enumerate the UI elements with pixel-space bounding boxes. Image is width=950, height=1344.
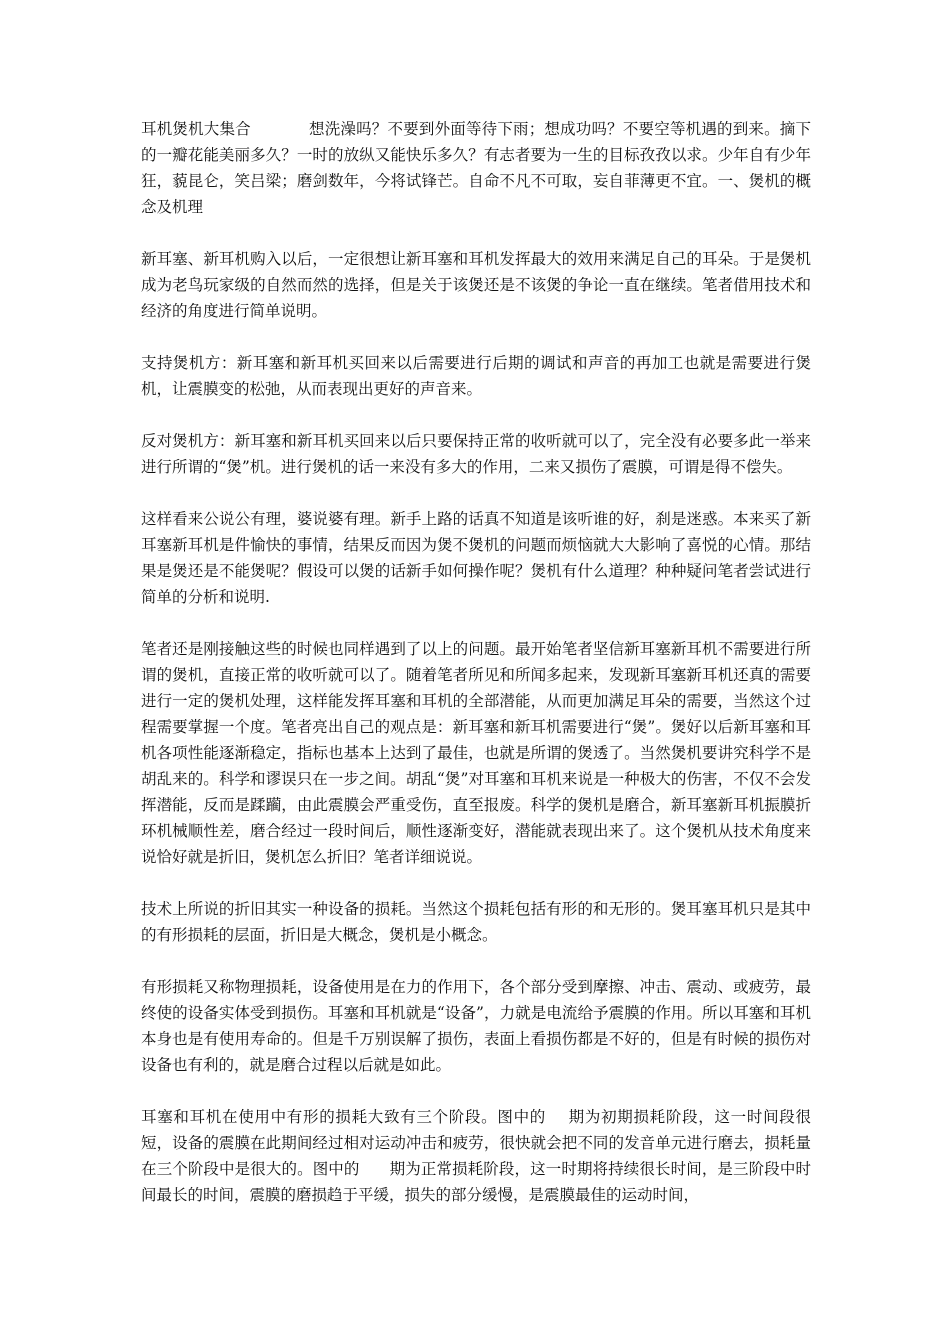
document-title: 耳机煲机大集合	[141, 120, 251, 138]
paragraph-7: 有形损耗又称物理损耗，设备使用是在力的作用下，各个部分受到摩擦、冲击、震动、或疲劳，最终使的设备实体受到损伤。耳塞和耳机就是“设备”，力就是电流给予震膜的作用。所以耳塞和耳机本身也是有使用寿命的。但是千万别误解了损伤，表面上看损伤都是不好的，但是有时候的损伤对设备也有利的，就是磨合过程以后就是如此。	[141, 978, 811, 1074]
intro-paragraph	[141, 116, 811, 220]
paragraph-8-part-2: 期为初期损耗阶段，这一时间段很短，设备的震膜在此期间经过相对运动冲击和疲劳，很快就会把不同的发音单元进行磨去，损耗量在三个阶段中是很大的。图中的	[141, 1108, 811, 1178]
paragraph-2: 支持煲机方：新耳塞和新耳机买回来以后需要进行后期的调试和声音的再加工也就是需要进行煲机，让震膜变的松弛，从而表现出更好的声音来。	[141, 354, 811, 398]
intro-quote: 想洗澡吗？不要到外面等待下雨；想成功吗？不要空等机遇的到来。摘下的一瓣花能美丽多久？一时的放纵又能快乐多久？有志者要为一生的目标孜孜以求。少年自有少年狂，藐昆仑，笑吕梁；磨剑数年，今将试锋芒。自命不凡不可取，妄自菲薄更不宜。一、煲机的概念及机理	[141, 120, 811, 216]
paragraph-3: 反对煲机方：新耳塞和新耳机买回来以后只要保持正常的收听就可以了，完全没有必要多此一举来进行所谓的“煲”机。进行煲机的话一来没有多大的作用，二来又损伤了震膜，可谓是得不偿失。	[141, 432, 811, 476]
paragraph-8-part-1: 耳塞和耳机在使用中有形的损耗大致有三个阶段。图中的	[141, 1108, 546, 1126]
document-body	[141, 116, 811, 1234]
paragraph-6: 技术上所说的折旧其实一种设备的损耗。当然这个损耗包括有形的和无形的。煲耳塞耳机只是其中的有形损耗的层面，折旧是大概念，煲机是小概念。	[141, 900, 811, 944]
paragraph-4: 这样看来公说公有理，婆说婆有理。新手上路的话真不知道是该听谁的好，刹是迷惑。本来买了新耳塞新耳机是件愉快的事情，结果反而因为煲不煲机的问题而烦恼就大大影响了喜悦的心情。那结果是煲还是不能煲呢？假设可以煲的话新手如何操作呢？煲机有什么道理？种种疑问笔者尝试进行简单的分析和说明.	[141, 510, 811, 606]
paragraph-1: 新耳塞、新耳机购入以后，一定很想让新耳塞和耳机发挥最大的效用来满足自己的耳朵。于是煲机成为老鸟玩家级的自然而然的选择，但是关于该煲还是不该煲的争论一直在继续。笔者借用技术和经济的角度进行简单说明。	[141, 250, 811, 320]
paragraph-8-part-3: 期为正常损耗阶段，这一时期将持续很长时间，是三阶段中时间最长的时间，震膜的磨损趋于平缓，损失的部分缓慢，是震膜最佳的运动时间，	[141, 1160, 811, 1204]
paragraph-5: 笔者还是刚接触这些的时候也同样遇到了以上的问题。最开始笔者坚信新耳塞新耳机不需要进行所谓的煲机，直接正常的收听就可以了。随着笔者所见和所闻多起来，发现新耳塞新耳机还真的需要进行一定的煲机处理，这样能发挥耳塞和耳机的全部潜能，从而更加满足耳朵的需要，当然这个过程需要掌握一个度。笔者亮出自己的观点是：新耳塞和新耳机需要进行“煲”。煲好以后新耳塞和耳机各项性能逐渐稳定，指标也基本上达到了最佳，也就是所谓的煲透了。当然煲机要讲究科学不是胡乱来的。科学和谬误只在一步之间。胡乱“煲”对耳塞和耳机来说是一种极大的伤害，不仅不会发挥潜能，反而是蹂躏，由此震膜会严重受伤，直至报废。科学的煲机是磨合，新耳塞新耳机振膜折环机械顺性差，磨合经过一段时间后，顺性逐渐变好，潜能就表现出来了。这个煲机从技术角度来说恰好就是折旧，煲机怎么折旧？笔者详细说说。	[141, 640, 811, 866]
paragraph-8	[141, 1104, 811, 1208]
